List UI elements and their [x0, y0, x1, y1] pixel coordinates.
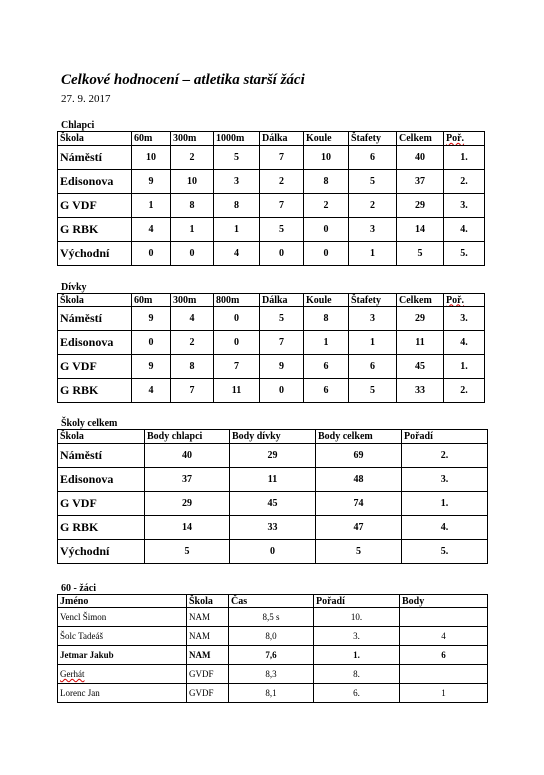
value-cell: 7 [214, 355, 260, 379]
value-cell: 1. [402, 492, 488, 516]
value-cell: 8 [304, 170, 349, 194]
rank-cell: 3. [314, 627, 400, 646]
value-cell: 1. [444, 146, 485, 170]
value-cell: 6 [349, 146, 397, 170]
header-cell: Body dívky [230, 430, 316, 444]
points-cell [400, 665, 488, 684]
value-cell: 9 [132, 307, 171, 331]
value-cell: 2 [304, 194, 349, 218]
table-row [58, 627, 488, 646]
value-cell: 14 [145, 516, 230, 540]
value-cell: 69 [316, 444, 402, 468]
value-cell: 74 [316, 492, 402, 516]
table-row [58, 170, 485, 194]
athlete-name-cell: Jetmar Jakub [58, 646, 187, 665]
header-cell: Štafety [349, 294, 397, 307]
value-cell: 6 [304, 355, 349, 379]
table-row [58, 684, 488, 703]
value-cell: 6 [304, 379, 349, 403]
document-title: Celkové hodnocení – atletika starší žáci [61, 72, 305, 88]
value-cell: 0 [260, 379, 304, 403]
value-cell: 0 [214, 331, 260, 355]
value-cell: 5 [316, 540, 402, 564]
rank-cell: 1. [314, 646, 400, 665]
value-cell: 7 [260, 194, 304, 218]
header-cell: Čas [229, 595, 314, 608]
value-cell: 40 [145, 444, 230, 468]
boys-header-row [58, 132, 485, 146]
school-cell: Východní [58, 242, 132, 266]
time-cell: 8,1 [229, 684, 314, 703]
header-cell: Koule [304, 294, 349, 307]
value-cell: 8 [171, 194, 214, 218]
sprint-header-row [58, 595, 488, 608]
document-date: 27. 9. 2017 [61, 93, 111, 105]
header-cell: 800m [214, 294, 260, 307]
header-cell: Dálka [260, 132, 304, 146]
value-cell: 3. [444, 307, 485, 331]
value-cell: 45 [230, 492, 316, 516]
header-cell: Pořadí [402, 430, 488, 444]
value-cell: 4 [171, 307, 214, 331]
school-cell: Východní [58, 540, 145, 564]
value-cell: 33 [397, 379, 444, 403]
value-cell: 9 [260, 355, 304, 379]
value-cell: 1 [214, 218, 260, 242]
rank-cell: 10. [314, 608, 400, 627]
value-cell: 7 [260, 146, 304, 170]
value-cell: 4. [444, 331, 485, 355]
table-row [58, 194, 485, 218]
rank-header-text: Poř. [446, 294, 465, 306]
table-row [58, 646, 488, 665]
value-cell: 7 [260, 331, 304, 355]
header-cell: Celkem [397, 132, 444, 146]
value-cell: 5 [260, 218, 304, 242]
value-cell: 3 [349, 218, 397, 242]
table-row [58, 540, 488, 564]
athlete-name-cell: Vencl Šimon [58, 608, 187, 627]
section-label-girls: Dívky [61, 282, 87, 293]
header-cell: Štafety [349, 132, 397, 146]
value-cell: 3. [444, 194, 485, 218]
school-cell: Edisonova [58, 331, 132, 355]
value-cell: 40 [397, 146, 444, 170]
value-cell: 47 [316, 516, 402, 540]
value-cell: 2. [402, 444, 488, 468]
value-cell: 1. [444, 355, 485, 379]
athlete-name-cell [58, 665, 187, 684]
time-cell: 8,5 s [229, 608, 314, 627]
header-cell: Pořadí [314, 595, 400, 608]
girls-table [57, 293, 485, 403]
value-cell: 6 [349, 355, 397, 379]
header-cell: 60m [132, 294, 171, 307]
points-cell: 6 [400, 646, 488, 665]
value-cell: 0 [230, 540, 316, 564]
value-cell: 11 [397, 331, 444, 355]
value-cell: 5 [145, 540, 230, 564]
value-cell: 7 [171, 379, 214, 403]
value-cell: 0 [132, 242, 171, 266]
points-cell: 4 [400, 627, 488, 646]
table-row [58, 665, 488, 684]
value-cell: 0 [304, 242, 349, 266]
school-cell: G VDF [58, 492, 145, 516]
table-row [58, 146, 485, 170]
school-cell: G VDF [58, 194, 132, 218]
value-cell: 2. [444, 379, 485, 403]
value-cell: 4. [402, 516, 488, 540]
header-cell: Škola [58, 294, 132, 307]
header-cell: Jméno [58, 595, 187, 608]
section-label-sprint: 60 - žáci [61, 583, 96, 594]
value-cell: 2. [444, 170, 485, 194]
table-row [58, 355, 485, 379]
value-cell: 37 [145, 468, 230, 492]
header-cell: Škola [58, 430, 145, 444]
value-cell: 8 [304, 307, 349, 331]
header-cell: 60m [132, 132, 171, 146]
schools-header-row [58, 430, 488, 444]
value-cell: 8 [214, 194, 260, 218]
table-row [58, 331, 485, 355]
school-cell: Edisonova [58, 468, 145, 492]
value-cell: 5 [214, 146, 260, 170]
table-row [58, 492, 488, 516]
time-cell: 8,0 [229, 627, 314, 646]
rank-cell: 6. [314, 684, 400, 703]
value-cell: 11 [214, 379, 260, 403]
school-cell: NAM [187, 646, 229, 665]
school-cell: Náměstí [58, 307, 132, 331]
school-cell: G RBK [58, 516, 145, 540]
school-cell: G RBK [58, 379, 132, 403]
school-cell: Náměstí [58, 444, 145, 468]
school-cell: Edisonova [58, 170, 132, 194]
value-cell: 4. [444, 218, 485, 242]
value-cell: 37 [397, 170, 444, 194]
value-cell: 10 [171, 170, 214, 194]
points-cell: 1 [400, 684, 488, 703]
school-cell: G VDF [58, 355, 132, 379]
table-row [58, 218, 485, 242]
header-cell: Celkem [397, 294, 444, 307]
athlete-name-cell: Lorenc Jan [58, 684, 187, 703]
header-cell: 1000m [214, 132, 260, 146]
header-cell: Body chlapci [145, 430, 230, 444]
header-cell [444, 132, 485, 146]
value-cell: 2 [260, 170, 304, 194]
header-cell: Dálka [260, 294, 304, 307]
header-cell: Škola [187, 595, 229, 608]
table-row [58, 444, 488, 468]
value-cell: 9 [132, 170, 171, 194]
school-cell: NAM [187, 627, 229, 646]
value-cell: 45 [397, 355, 444, 379]
value-cell: 2 [349, 194, 397, 218]
school-cell: GVDF [187, 665, 229, 684]
athlete-name-text: Gerhát [60, 669, 85, 679]
value-cell: 29 [145, 492, 230, 516]
sprint-table [57, 594, 488, 703]
header-cell: Koule [304, 132, 349, 146]
boys-table [57, 131, 485, 266]
value-cell: 5 [260, 307, 304, 331]
value-cell: 0 [214, 307, 260, 331]
value-cell: 29 [397, 194, 444, 218]
school-cell: G RBK [58, 218, 132, 242]
table-row [58, 468, 488, 492]
value-cell: 0 [132, 331, 171, 355]
value-cell: 8 [171, 355, 214, 379]
time-cell: 7,6 [229, 646, 314, 665]
value-cell: 48 [316, 468, 402, 492]
value-cell: 5. [444, 242, 485, 266]
header-cell: Body celkem [316, 430, 402, 444]
header-cell: 300m [171, 294, 214, 307]
value-cell: 5 [349, 379, 397, 403]
header-cell [444, 294, 485, 307]
value-cell: 0 [260, 242, 304, 266]
value-cell: 0 [304, 218, 349, 242]
rank-cell: 8. [314, 665, 400, 684]
value-cell: 2 [171, 331, 214, 355]
value-cell: 29 [230, 444, 316, 468]
value-cell: 1 [304, 331, 349, 355]
value-cell: 1 [132, 194, 171, 218]
value-cell: 1 [171, 218, 214, 242]
value-cell: 14 [397, 218, 444, 242]
points-cell [400, 608, 488, 627]
value-cell: 11 [230, 468, 316, 492]
schools-table [57, 429, 488, 564]
value-cell: 4 [214, 242, 260, 266]
value-cell: 0 [171, 242, 214, 266]
value-cell: 3 [349, 307, 397, 331]
time-cell: 8,3 [229, 665, 314, 684]
value-cell: 2 [171, 146, 214, 170]
value-cell: 4 [132, 218, 171, 242]
section-label-schools: Školy celkem [61, 418, 118, 429]
school-cell: Náměstí [58, 146, 132, 170]
athlete-name-cell: Šolc Tadeáš [58, 627, 187, 646]
value-cell: 5 [397, 242, 444, 266]
value-cell: 5 [349, 170, 397, 194]
table-row [58, 608, 488, 627]
value-cell: 10 [132, 146, 171, 170]
value-cell: 4 [132, 379, 171, 403]
rank-header-text: Poř. [446, 133, 465, 144]
value-cell: 9 [132, 355, 171, 379]
value-cell: 33 [230, 516, 316, 540]
header-cell: Body [400, 595, 488, 608]
section-label-boys: Chlapci [61, 120, 95, 131]
table-row [58, 307, 485, 331]
value-cell: 3. [402, 468, 488, 492]
value-cell: 29 [397, 307, 444, 331]
table-row [58, 379, 485, 403]
value-cell: 5. [402, 540, 488, 564]
value-cell: 3 [214, 170, 260, 194]
value-cell: 1 [349, 242, 397, 266]
girls-header-row [58, 294, 485, 307]
header-cell: Škola [58, 132, 132, 146]
table-row [58, 516, 488, 540]
header-cell: 300m [171, 132, 214, 146]
value-cell: 10 [304, 146, 349, 170]
school-cell: NAM [187, 608, 229, 627]
school-cell: GVDF [187, 684, 229, 703]
table-row [58, 242, 485, 266]
value-cell: 1 [349, 331, 397, 355]
